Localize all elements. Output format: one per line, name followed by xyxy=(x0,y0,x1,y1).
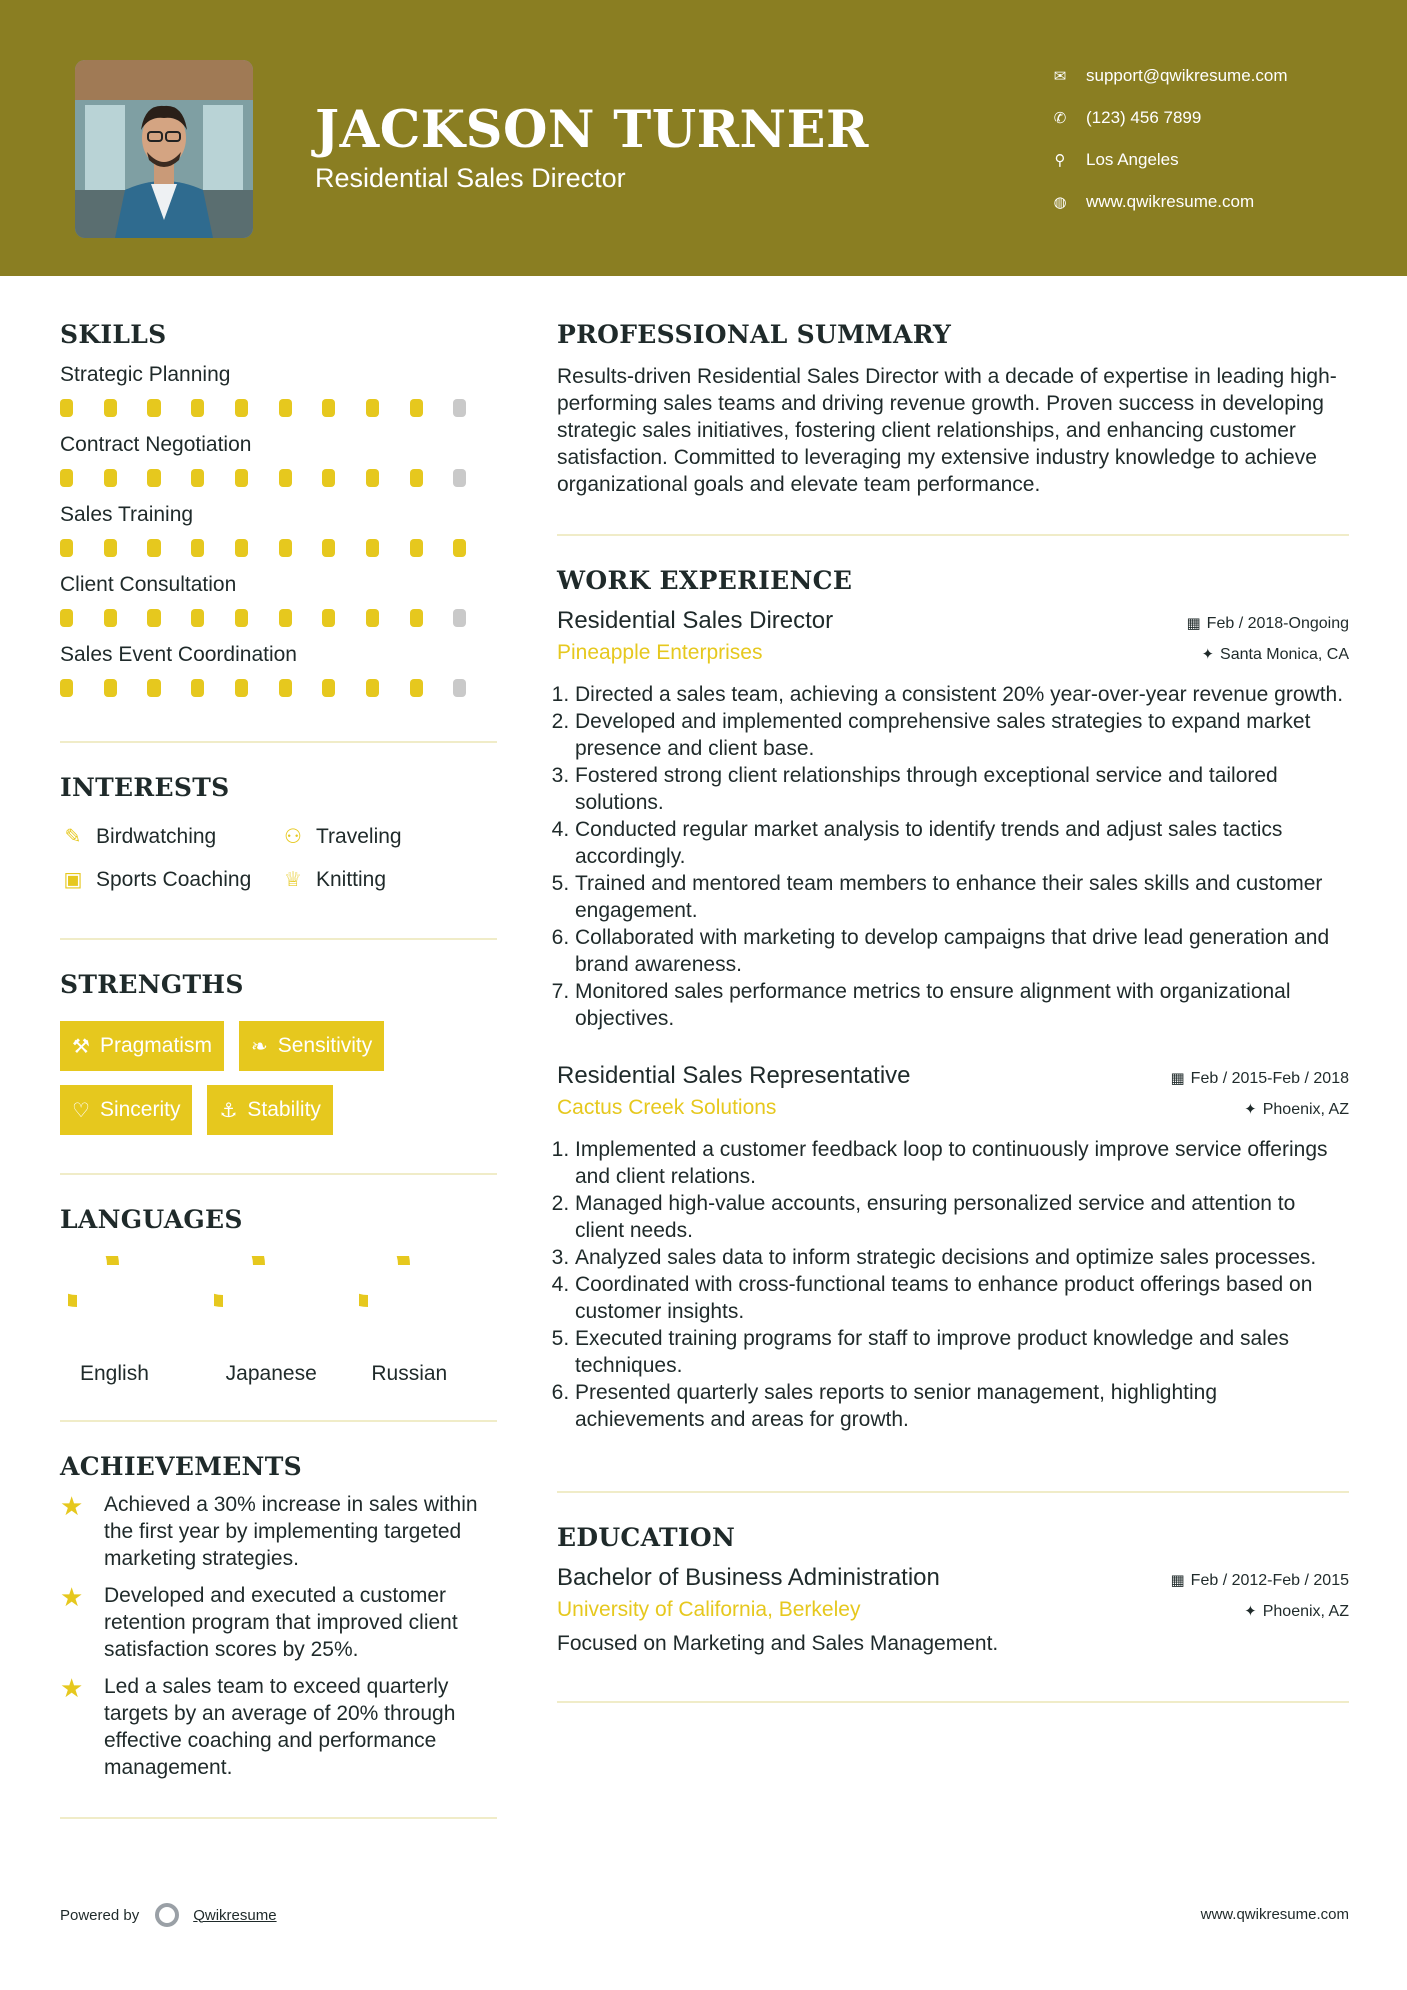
interest-item xyxy=(60,824,280,849)
job-subheader xyxy=(557,1096,1349,1120)
skill-dot-filled xyxy=(147,679,160,697)
job-title: Residential Sales Director xyxy=(557,607,834,634)
job-title: Residential Sales Representative xyxy=(557,1062,911,1089)
skill-dot-filled xyxy=(410,679,423,697)
section-divider xyxy=(60,938,497,940)
education-dates xyxy=(1170,1571,1349,1590)
language-gauge-arc xyxy=(68,1256,113,1301)
job-dates-text: Feb / 2018-Ongoing xyxy=(1206,615,1349,632)
skill-dot-empty xyxy=(453,399,466,417)
skill-name: Sales Training xyxy=(60,503,194,526)
education-entry xyxy=(557,1564,1349,1657)
duty-item: 2. Managed high-value accounts, ensuring personalized service and attention to client needs. xyxy=(575,1190,1349,1244)
skill-dot-filled xyxy=(322,539,335,557)
profile-photo xyxy=(75,60,253,238)
duty-item: 6. Collaborated with marketing to develop campaigns that drive lead generation and brand awareness. xyxy=(575,924,1349,978)
language-name: Japanese xyxy=(225,1362,317,1385)
leaf-icon: ❧ xyxy=(250,1035,268,1058)
skill-dot-filled xyxy=(191,539,204,557)
achievement-item xyxy=(60,1582,497,1663)
job-entry xyxy=(557,1062,1349,1433)
strength-tag xyxy=(239,1021,384,1071)
language-gauge-arc xyxy=(214,1256,259,1301)
section-divider xyxy=(557,534,1349,536)
skill-dot-filled xyxy=(366,539,379,557)
skill-dot-filled xyxy=(60,679,73,697)
contact-phone[interactable] xyxy=(1050,97,1390,139)
skill-dot-filled xyxy=(279,609,292,627)
skill-dot-filled xyxy=(322,609,335,627)
education-degree: Bachelor of Business Administration xyxy=(557,1564,940,1591)
language-gauge xyxy=(359,1256,449,1346)
interests-list xyxy=(60,824,497,892)
interest-label: Birdwatching xyxy=(96,824,217,848)
left-column xyxy=(60,320,497,1819)
contact-location xyxy=(1050,139,1390,181)
interests-heading: INTERESTS xyxy=(60,773,230,802)
skill-dot-filled xyxy=(60,539,73,557)
achievement-text: Achieved a 30% increase in sales within the first year by implementing targeted marketing strategies. xyxy=(104,1493,478,1570)
skill-dot-filled xyxy=(147,539,160,557)
job-location xyxy=(1201,645,1349,664)
skill-dot-filled xyxy=(279,679,292,697)
skill-dot-filled xyxy=(279,469,292,487)
education-heading: EDUCATION xyxy=(557,1523,736,1552)
skill-dot-filled xyxy=(366,469,379,487)
education-school: University of California, Berkeley xyxy=(557,1598,861,1621)
section-divider xyxy=(60,741,497,743)
anchor-icon: ⚓ xyxy=(219,1099,238,1122)
skill-dot-empty xyxy=(453,469,466,487)
strength-label: Stability xyxy=(247,1098,321,1121)
duty-item: 7. Monitored sales performance metrics to ensure alignment with organizational objectives. xyxy=(575,978,1349,1032)
skill-name: Sales Event Coordination xyxy=(60,643,297,666)
skills-heading: SKILLS xyxy=(60,320,167,349)
language-item xyxy=(60,1256,206,1386)
strength-tag xyxy=(60,1085,192,1135)
language-item xyxy=(351,1256,497,1386)
duty-item: 5. Executed training programs for staff to improve product knowledge and sales techniques. xyxy=(575,1325,1349,1379)
skill-dot-filled xyxy=(453,539,466,557)
language-gauge xyxy=(68,1256,158,1346)
skill-rating xyxy=(60,469,497,489)
education-location-text: Phoenix, AZ xyxy=(1262,1603,1349,1620)
section-divider xyxy=(60,1173,497,1175)
strength-label: Sincerity xyxy=(99,1098,181,1121)
duty-item: 6. Presented quarterly sales reports to senior management, highlighting achievements and areas for growth. xyxy=(575,1379,1349,1433)
education-location xyxy=(1244,1602,1349,1621)
skill-rating xyxy=(60,609,497,629)
education-description: Focused on Marketing and Sales Management. xyxy=(557,1632,999,1655)
skill-dot-filled xyxy=(191,469,204,487)
skill-rating xyxy=(60,679,497,699)
pushpin-icon: ✦ xyxy=(1244,1603,1257,1620)
duty-item: 1. Implemented a customer feedback loop to continuously improve service offerings and client relations. xyxy=(575,1136,1349,1190)
skill-dot-filled xyxy=(410,469,423,487)
right-column xyxy=(557,320,1349,1703)
gavel-icon: ⚒ xyxy=(72,1035,90,1058)
skill-item xyxy=(60,503,497,559)
pushpin-icon: ✦ xyxy=(1201,646,1215,663)
strengths-heading: STRENGTHS xyxy=(60,970,244,999)
summary-heading: PROFESSIONAL SUMMARY xyxy=(557,320,952,349)
strength-label: Sensitivity xyxy=(277,1034,373,1057)
language-name: Russian xyxy=(371,1362,448,1385)
skill-item xyxy=(60,433,497,489)
languages-heading: LANGUAGES xyxy=(60,1205,243,1234)
heart-icon: ♡ xyxy=(72,1099,90,1122)
interest-item xyxy=(60,867,280,892)
strength-label: Pragmatism xyxy=(99,1034,212,1057)
skill-dot-filled xyxy=(147,399,160,417)
duty-item: 5. Trained and mentored team members to enhance their sales skills and customer engagement. xyxy=(575,870,1349,924)
job-location xyxy=(1244,1100,1349,1119)
skill-name: Client Consultation xyxy=(60,573,237,596)
powered-by-text: Powered by xyxy=(60,1906,140,1924)
contact-location-text: Los Angeles xyxy=(1086,150,1179,169)
achievements-list xyxy=(60,1491,497,1781)
skill-dot-filled xyxy=(191,399,204,417)
skill-dot-filled xyxy=(191,679,204,697)
education-header xyxy=(557,1564,1349,1592)
interest-label: Traveling xyxy=(316,824,402,848)
skill-dot-filled xyxy=(410,399,423,417)
section-divider xyxy=(60,1420,497,1422)
interest-item xyxy=(280,824,480,849)
job-location-text: Santa Monica, CA xyxy=(1220,646,1349,663)
skill-dot-filled xyxy=(60,609,73,627)
pushpin-icon: ✦ xyxy=(1244,1101,1257,1118)
skill-dot-filled xyxy=(104,679,117,697)
skill-dot-filled xyxy=(235,539,248,557)
education-dates-text: Feb / 2012-Feb / 2015 xyxy=(1190,1572,1349,1589)
skill-dot-filled xyxy=(322,399,335,417)
language-name: English xyxy=(80,1362,149,1385)
skill-dot-filled xyxy=(279,539,292,557)
section-divider xyxy=(557,1491,1349,1493)
strength-tag xyxy=(207,1085,332,1135)
duty-item: 3. Analyzed sales data to inform strategic decisions and optimize sales processes. xyxy=(575,1244,1349,1271)
trophy-icon: ♕ xyxy=(284,869,302,891)
duty-item: 1. Directed a sales team, achieving a consistent 20% year-over-year revenue growth. xyxy=(575,681,1349,708)
skills-list xyxy=(60,363,497,699)
section-divider xyxy=(60,1817,497,1819)
duty-item: 2. Developed and implemented comprehensive sales strategies to expand market presence and client base. xyxy=(575,708,1349,762)
section-divider xyxy=(557,1701,1349,1703)
skill-item xyxy=(60,363,497,419)
duty-item: 3. Fostered strong client relationships through exceptional service and tailored solutions. xyxy=(575,762,1349,816)
skill-dot-filled xyxy=(235,679,248,697)
phone-icon: ✆ xyxy=(1053,110,1067,127)
job-dates-text: Feb / 2015-Feb / 2018 xyxy=(1190,1070,1349,1087)
skill-dot-filled xyxy=(322,469,335,487)
binoculars-icon: ⚇ xyxy=(284,826,302,848)
candidate-title: Residential Sales Director xyxy=(315,163,626,193)
skill-dot-filled xyxy=(147,609,160,627)
skill-dot-filled xyxy=(235,469,248,487)
interest-label: Sports Coaching xyxy=(96,867,252,891)
achievement-text: Developed and executed a customer retention program that improved client satisfaction scores by 25%. xyxy=(104,1584,458,1661)
skill-item xyxy=(60,643,497,699)
summary-text: Results-driven Residential Sales Director with a decade of expertise in leading high-performing sales teams and driving revenue growth. Proven success in developing strategic sales initiatives, fostering client relationships, and enhancing customer satisfaction. Committed to leveraging my extensive industry knowledge to achieve organizational goals and elevate team performance. xyxy=(557,365,1337,496)
interest-item xyxy=(280,867,480,892)
achievements-heading: ACHIEVEMENTS xyxy=(60,1452,302,1481)
skill-dot-filled xyxy=(410,609,423,627)
skill-dot-filled xyxy=(60,399,73,417)
job-duties xyxy=(557,681,1349,1032)
skill-dot-filled xyxy=(366,399,379,417)
language-gauge-arc xyxy=(359,1256,404,1301)
strengths-list xyxy=(60,1021,497,1135)
job-entry xyxy=(557,607,1349,1032)
calendar-icon: ▦ xyxy=(1170,1572,1185,1589)
globe-icon: ◍ xyxy=(1053,194,1067,211)
skill-dot-filled xyxy=(235,609,248,627)
achievement-text: Led a sales team to exceed quarterly targets by an average of 20% through effective coaching and performance management. xyxy=(104,1675,456,1779)
brand-link[interactable]: Qwikresume xyxy=(193,1906,277,1924)
duty-item: 4. Coordinated with cross-functional teams to enhance product offerings based on customer insights. xyxy=(575,1271,1349,1325)
pencil-icon: ✎ xyxy=(64,826,82,848)
job-subheader xyxy=(557,641,1349,665)
calendar-icon: ▦ xyxy=(1186,615,1201,632)
skill-item xyxy=(60,573,497,629)
candidate-name: JACKSON TURNER xyxy=(315,100,869,160)
language-gauge xyxy=(214,1256,304,1346)
star-icon: ★ xyxy=(60,1673,84,1703)
skill-dot-filled xyxy=(366,609,379,627)
job-company: Pineapple Enterprises xyxy=(557,641,763,664)
envelope-icon: ✉ xyxy=(1053,68,1067,85)
skill-dot-filled xyxy=(104,399,117,417)
qwikresume-logo-icon xyxy=(155,1903,179,1927)
contact-website-text: www.qwikresume.com xyxy=(1086,192,1255,211)
skill-rating xyxy=(60,399,497,419)
skill-dot-filled xyxy=(104,539,117,557)
strength-tag xyxy=(60,1021,224,1071)
achievement-item xyxy=(60,1491,497,1572)
skill-dot-empty xyxy=(453,679,466,697)
skill-dot-filled xyxy=(279,399,292,417)
contact-phone-text: (123) 456 7899 xyxy=(1086,108,1202,127)
job-duties xyxy=(557,1136,1349,1433)
job-location-text: Phoenix, AZ xyxy=(1262,1101,1349,1118)
interest-label: Knitting xyxy=(316,867,387,891)
job-dates xyxy=(1170,1069,1349,1088)
languages-list xyxy=(60,1256,497,1386)
footer-url[interactable]: www.qwikresume.com xyxy=(1200,1906,1349,1923)
star-icon: ★ xyxy=(60,1491,84,1521)
skill-dot-filled xyxy=(410,539,423,557)
star-icon: ★ xyxy=(60,1582,84,1612)
skill-dot-filled xyxy=(322,679,335,697)
location-pin-icon: ⚲ xyxy=(1054,152,1066,169)
skill-dot-filled xyxy=(366,679,379,697)
briefcase-icon: ▣ xyxy=(63,869,83,891)
skill-dot-filled xyxy=(60,469,73,487)
contact-website[interactable] xyxy=(1050,181,1390,223)
skill-dot-filled xyxy=(147,469,160,487)
skill-dot-empty xyxy=(453,609,466,627)
skill-dot-filled xyxy=(235,399,248,417)
skill-rating xyxy=(60,539,497,559)
skill-dot-filled xyxy=(191,609,204,627)
education-subheader xyxy=(557,1598,1349,1622)
job-company: Cactus Creek Solutions xyxy=(557,1096,777,1119)
skill-name: Strategic Planning xyxy=(60,363,231,386)
contact-list xyxy=(1050,55,1390,223)
contact-email-text: support@qwikresume.com xyxy=(1086,66,1288,85)
contact-email[interactable] xyxy=(1050,55,1390,97)
job-header xyxy=(557,607,1349,635)
calendar-icon: ▦ xyxy=(1170,1070,1185,1087)
language-item xyxy=(206,1256,352,1386)
skill-dot-filled xyxy=(104,609,117,627)
resume-header xyxy=(0,0,1407,276)
job-dates xyxy=(1186,614,1349,633)
footer-powered-by xyxy=(60,1903,277,1927)
skill-dot-filled xyxy=(104,469,117,487)
achievement-item xyxy=(60,1673,497,1781)
job-header xyxy=(557,1062,1349,1090)
duty-item: 4. Conducted regular market analysis to identify trends and adjust sales tactics accordingly. xyxy=(575,816,1349,870)
skill-name: Contract Negotiation xyxy=(60,433,252,456)
experience-heading: WORK EXPERIENCE xyxy=(557,566,853,595)
